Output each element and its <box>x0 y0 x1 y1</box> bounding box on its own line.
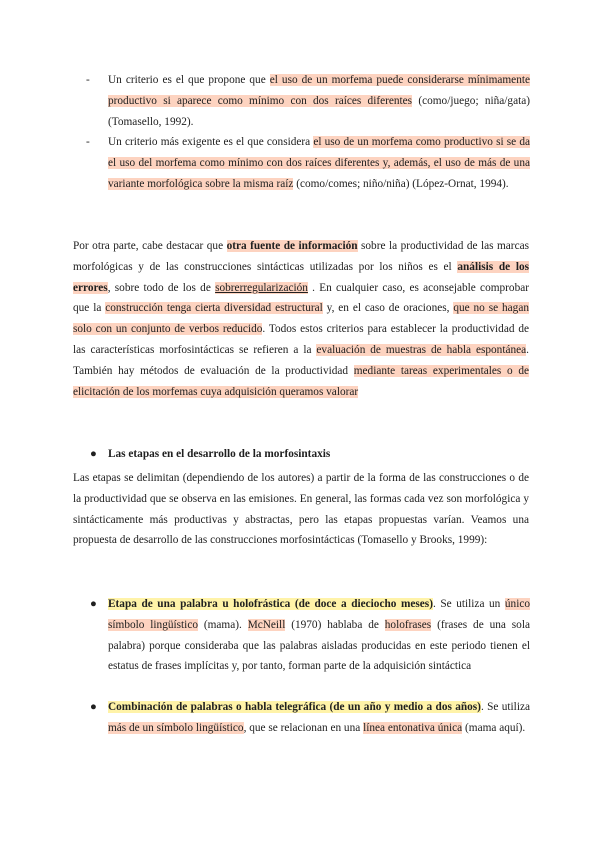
bullet-icon: ● <box>90 598 97 610</box>
highlight: otra fuente de información <box>226 240 358 252</box>
dash-marker: - <box>86 74 90 86</box>
highlight: el uso de un morfema puede considerarse mínimamente productivo si aparece como mínimo con dos raíces diferentes <box>108 74 530 107</box>
criterion-text-1: Un criterio es el que propone que el uso de un morfema puede considerarse mínimamente productivo si aparece como mínimo con dos raíces diferentes (como/juego; niña/gata) (Tomasello, 1992). <box>108 74 530 128</box>
highlight: construcción tenga cierta diversidad estructural <box>105 302 323 315</box>
heading-text: Las etapas en el desarrollo de la morfosintaxis <box>108 448 331 460</box>
dash-marker: - <box>86 136 90 148</box>
criterion-item-2 <box>88 132 530 194</box>
paragraph-productivity: Por otra parte, cabe destacar que otra fuente de información sobre la productividad de las marcas morfológicas y de las construcciones sintácticas utilizadas por los niños es el análisis de los errores, sobre todo de los de sobrerregularización . En cualquier caso, es aconsejable comprobar que la construcción tenga cierta diversidad estructural y, en el caso de oraciones, que no se hagan solo con un conjunto de verbos reducido. Todos estos criterios para establecer la productividad de las características morfosintácticas se refieren a la evaluación de muestras de habla espontánea. También hay métodos de evaluación de la productividad mediante tareas experimentales o de elicitación de los morfemas cuya adquisición queramos valorar <box>73 240 529 398</box>
criterion-item-1 <box>88 70 530 132</box>
highlight: que no se hagan solo con un conjunto de verbos reducido <box>73 302 529 336</box>
stage-title: Combinación de palabras o habla telegráfica (de un año y medio a dos años) <box>108 701 481 713</box>
highlight: holofrases <box>384 618 432 631</box>
highlight: evaluación de muestras de habla espontánea <box>316 343 527 356</box>
highlight: línea entonativa única <box>363 721 463 734</box>
stage-text-1: Etapa de una palabra u holofrástica (de doce a dieciocho meses). Se utiliza un único símbolo lingüístico (mama). McNeill (1970) hablaba de holofrases (frases de una sola palabra) porque consideraba que las palabras aisladas producidas en este periodo tienen el estatus de frases implícitas y, por tanto, forman parte de la adquisición sintáctica <box>108 598 530 673</box>
section-heading <box>90 445 510 463</box>
highlight: McNeill <box>247 618 286 631</box>
highlight: más de un símbolo lingüístico <box>108 721 244 734</box>
highlight: el uso de un morfema como productivo si se da el uso del morfema como mínimo con dos raíces diferentes y, además, el uso de más de una variante morfológica sobre la misma raíz <box>108 136 530 190</box>
stage-item-1 <box>90 594 530 677</box>
stage-text-2: Combinación de palabras o habla telegráfica (de un año y medio a dos años). Se utiliza más de un símbolo lingüístico, que se relacionan en una línea entonativa única (mama aquí). <box>108 701 530 734</box>
stage-title: Etapa de una palabra u holofrástica (de doce a dieciocho meses) <box>108 598 433 610</box>
stage-item-2 <box>90 697 530 739</box>
highlight: único símbolo lingüístico <box>108 598 530 631</box>
highlight: análisis de los errores <box>73 260 529 294</box>
bullet-icon: ● <box>90 448 97 460</box>
paragraph-stages-intro: Las etapas se delimitan (dependiendo de los autores) a partir de la forma de las construcciones o de la productividad que se observa en las emisiones. En general, las formas cada vez son morfológica y sintácticamente más productivas y abstractas, pero las etapas propuestas varían. Veamos una propuesta de desarrollo de las construcciones morfosintácticas (Tomasello y Brooks, 1999): <box>73 472 529 547</box>
bullet-icon: ● <box>90 701 97 713</box>
criterion-text-2: Un criterio más exigente es el que considera el uso de un morfema como productivo si se da el uso del morfema como mínimo con dos raíces diferentes y, además, el uso de más de una variante morfológica sobre la misma raíz (como/comes; niño/niña) (López-Ornat, 1994). <box>108 136 530 190</box>
highlight: mediante tareas experimentales o de elicitación de los morfemas cuya adquisición queramos valorar <box>73 364 529 398</box>
highlight: sobrerregularización <box>215 281 308 294</box>
